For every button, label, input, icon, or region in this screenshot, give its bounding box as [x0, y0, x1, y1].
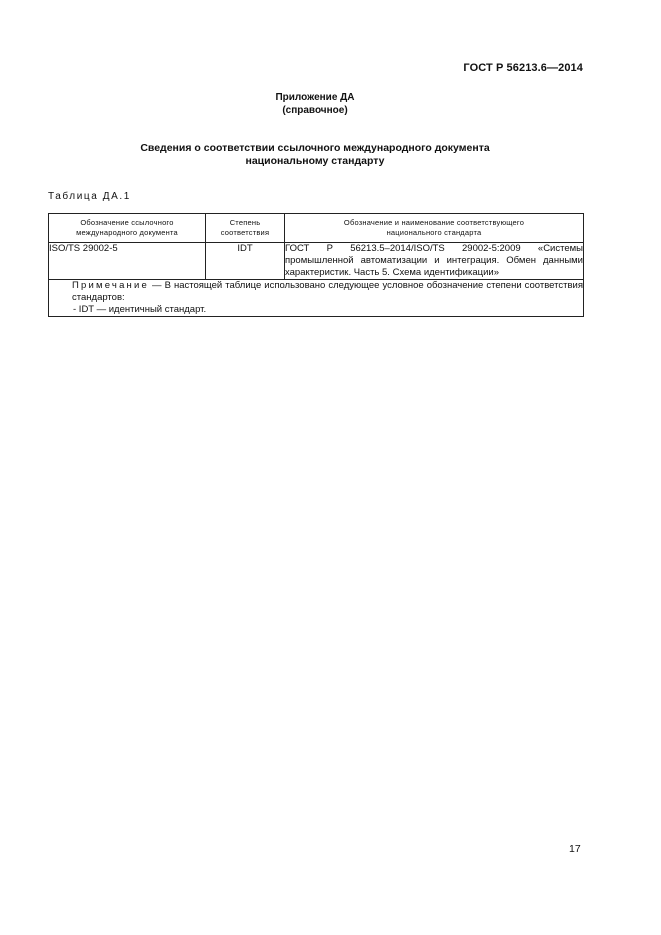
table-note-row [49, 280, 584, 317]
correspondence-table [48, 213, 584, 317]
note-text: — В настоящей таблице использовано следующее условное обозначение степени соответствия стандартов: [72, 280, 583, 303]
header-national-standard-line-1: Обозначение и наименование соответствующего [343, 217, 525, 227]
table-label: Таблица ДА.1 [48, 191, 131, 202]
page-number: 17 [569, 843, 581, 855]
header-degree-line-1: Степень [229, 217, 261, 227]
annex-status: (справочное) [282, 105, 348, 116]
cell-intl-doc: ISO/TS 29002-5 [49, 243, 206, 280]
header-national-standard-line-2: национального стандарта [386, 228, 482, 237]
table-header-row [49, 214, 584, 243]
note-item: - IDT — идентичный стандарт. [73, 304, 207, 315]
document-title-line-2: национальному стандарту [245, 155, 385, 167]
table-row [49, 243, 584, 280]
annex-title: Приложение ДА [275, 92, 355, 103]
standard-code: ГОСТ Р 56213.6—2014 [463, 62, 583, 74]
header-degree [206, 214, 285, 243]
table-note [49, 280, 584, 317]
header-intl-doc [49, 214, 206, 243]
header-national-standard [285, 214, 584, 243]
header-intl-doc-line-2: международного документа [76, 228, 178, 237]
document-title-line-1: Сведения о соответствии ссылочного международного документа [140, 142, 490, 154]
note-label: Примечание [72, 280, 149, 291]
header-intl-doc-line-1: Обозначение ссылочного [80, 217, 174, 227]
cell-degree: IDT [206, 243, 285, 280]
header-degree-line-2: соответствия [220, 228, 270, 237]
note-paragraph [49, 280, 583, 304]
cell-national-standard: ГОСТ Р 56213.5–2014/ISO/TS 29002-5:2009 «Системы промышленной автоматизации и интеграция. Обмен данными характеристик. Часть 5. Схема идентификации» [285, 243, 583, 278]
